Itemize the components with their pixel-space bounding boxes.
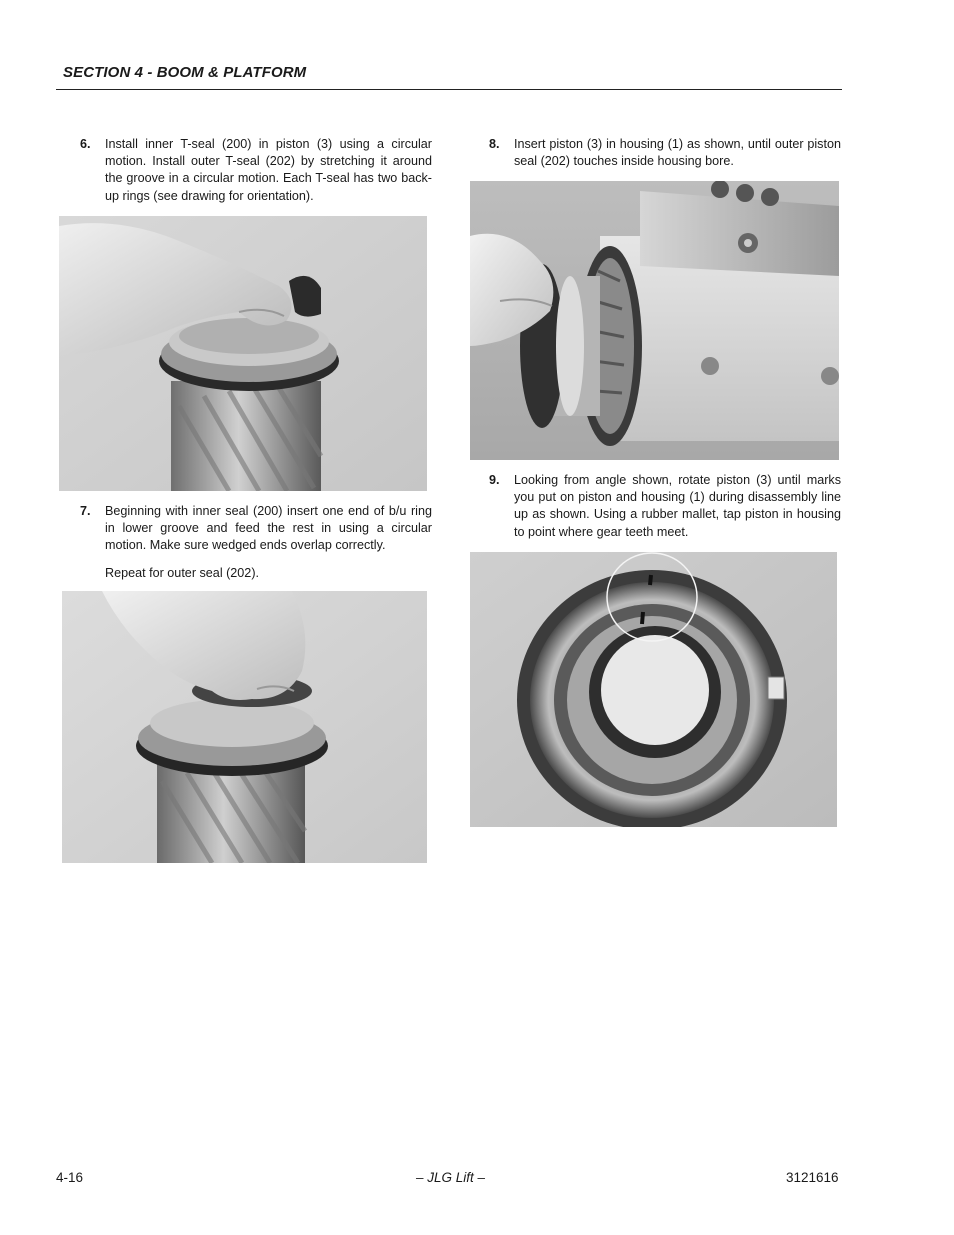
- step-text: Insert piston (3) in housing (1) as shown, until outer piston seal (202) touches inside housing bore.: [514, 137, 841, 169]
- step-text: Install inner T-seal (200) in piston (3) using a circular motion. Install outer T-seal (202) by stretching it around the groove in a circular motion. Each T-seal has two back-up rings (see drawing for orientation).: [105, 137, 432, 203]
- step-text: Looking from angle shown, rotate piston (3) until marks you put on piston and housing (1) during disassembly line up as shown. Using a rubber mallet, tap piston in housing to point where gear teeth meet.: [514, 473, 841, 539]
- step-8: [489, 136, 841, 171]
- step-7: [80, 503, 432, 555]
- document-number: 3121616: [786, 1170, 839, 1185]
- photo-align-marks: [470, 552, 837, 827]
- step-number: 7.: [80, 504, 91, 518]
- section-title: SECTION 4 - BOOM & PLATFORM: [63, 64, 307, 81]
- step-9: [489, 472, 841, 542]
- header-divider: [56, 89, 842, 90]
- step-7-note: Repeat for outer seal (202).: [105, 566, 260, 580]
- footer-publisher: – JLG Lift –: [416, 1170, 486, 1185]
- photo-install-t-seal: [59, 216, 427, 491]
- step-text: Beginning with inner seal (200) insert one end of b/u ring in lower groove and feed the rest in using a circular motion. Make sure wedged ends overlap correctly.: [105, 504, 432, 553]
- step-number: 9.: [489, 473, 500, 487]
- photo-insert-piston-housing: [470, 181, 839, 460]
- photo-feed-backup-ring: [62, 591, 427, 863]
- step-number: 6.: [80, 137, 91, 151]
- step-number: 8.: [489, 137, 500, 151]
- page-number: 4-16: [56, 1170, 84, 1185]
- step-6: [80, 136, 432, 206]
